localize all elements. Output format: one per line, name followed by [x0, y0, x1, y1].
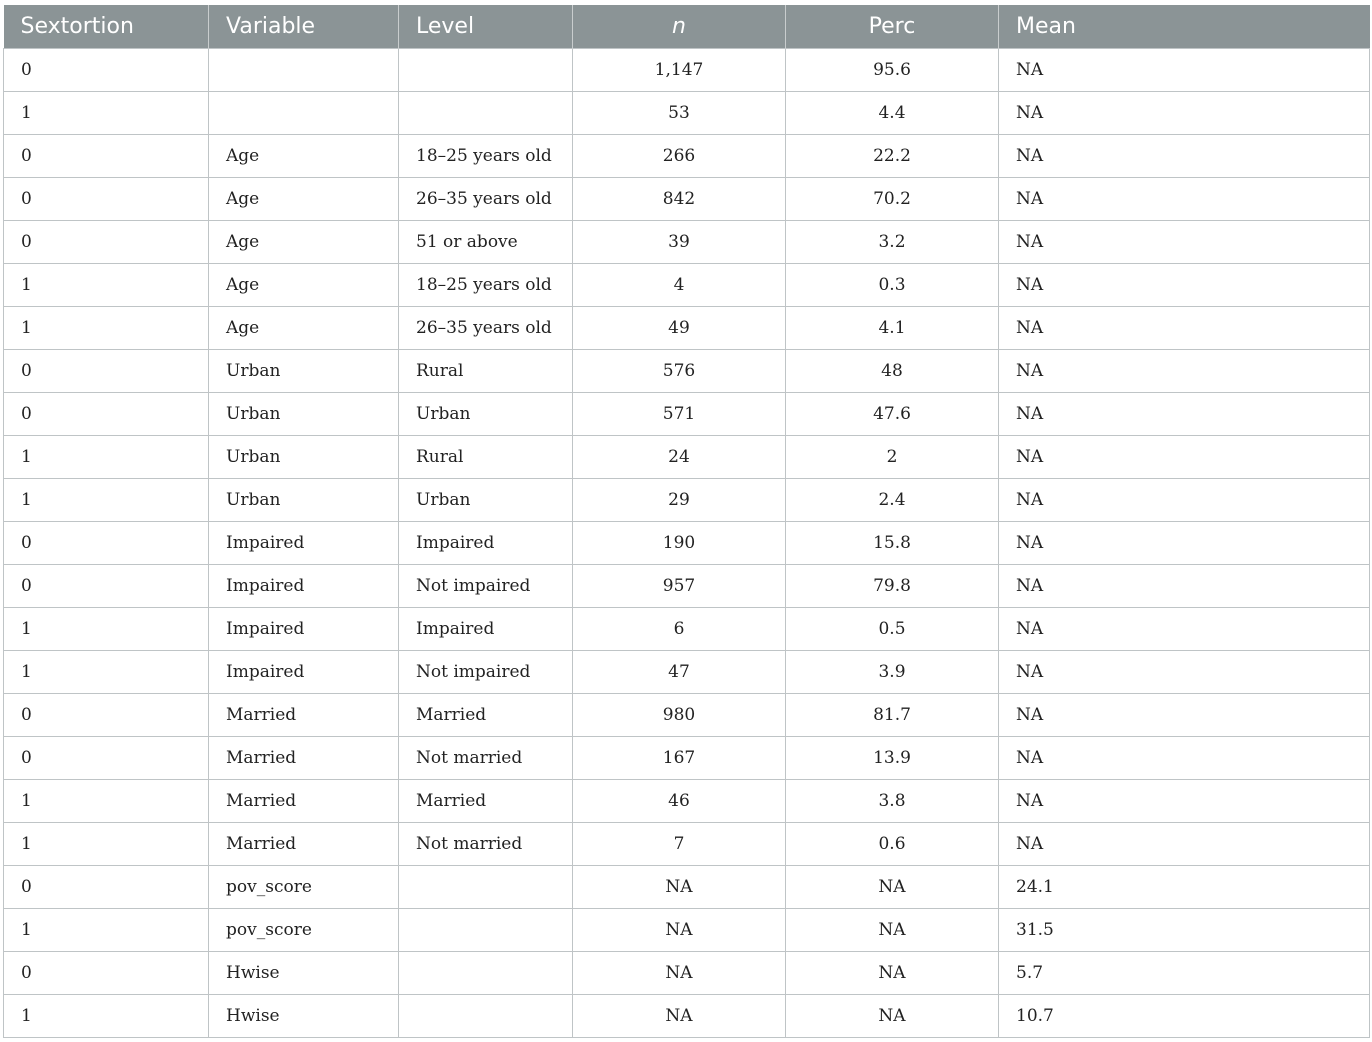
cell-level	[399, 994, 573, 1037]
cell-sextortion: 0	[4, 521, 209, 564]
cell-sextortion: 0	[4, 48, 209, 91]
cell-n: 980	[573, 693, 786, 736]
cell-perc: 95.6	[786, 48, 999, 91]
cell-level: Not impaired	[399, 564, 573, 607]
header-mean: Mean	[999, 5, 1370, 48]
cell-perc: 0.5	[786, 607, 999, 650]
cell-variable: Age	[209, 177, 399, 220]
cell-level: 18–25 years old	[399, 134, 573, 177]
cell-n: 29	[573, 478, 786, 521]
cell-sextortion: 0	[4, 392, 209, 435]
table-row	[4, 478, 1370, 521]
cell-mean: NA	[999, 177, 1370, 220]
cell-variable: Married	[209, 822, 399, 865]
cell-mean: NA	[999, 607, 1370, 650]
cell-variable: Age	[209, 263, 399, 306]
table-row	[4, 48, 1370, 91]
cell-level: Rural	[399, 435, 573, 478]
cell-variable: Urban	[209, 435, 399, 478]
cell-sextortion: 1	[4, 994, 209, 1037]
cell-perc: 0.3	[786, 263, 999, 306]
cell-level: Rural	[399, 349, 573, 392]
cell-variable: Age	[209, 306, 399, 349]
cell-n: 39	[573, 220, 786, 263]
cell-mean: NA	[999, 392, 1370, 435]
cell-mean: NA	[999, 306, 1370, 349]
table-row	[4, 91, 1370, 134]
cell-mean: NA	[999, 349, 1370, 392]
table-row	[4, 435, 1370, 478]
cell-perc: 3.2	[786, 220, 999, 263]
cell-variable	[209, 48, 399, 91]
cell-mean: NA	[999, 435, 1370, 478]
cell-level	[399, 908, 573, 951]
table-row	[4, 908, 1370, 951]
cell-mean: NA	[999, 693, 1370, 736]
table-row	[4, 822, 1370, 865]
cell-perc: 2	[786, 435, 999, 478]
cell-mean: NA	[999, 564, 1370, 607]
cell-variable: Impaired	[209, 564, 399, 607]
cell-perc: NA	[786, 994, 999, 1037]
cell-level: Urban	[399, 478, 573, 521]
cell-perc: NA	[786, 951, 999, 994]
table-row	[4, 779, 1370, 822]
header-row	[4, 5, 1370, 48]
cell-n: 46	[573, 779, 786, 822]
cell-mean: 5.7	[999, 951, 1370, 994]
table-row	[4, 951, 1370, 994]
cell-variable: Age	[209, 134, 399, 177]
cell-level	[399, 951, 573, 994]
cell-perc: 4.4	[786, 91, 999, 134]
table-row	[4, 865, 1370, 908]
cell-perc: 70.2	[786, 177, 999, 220]
cell-n: 576	[573, 349, 786, 392]
cell-n: 6	[573, 607, 786, 650]
cell-level: 26–35 years old	[399, 177, 573, 220]
cell-level: Married	[399, 693, 573, 736]
cell-n: 957	[573, 564, 786, 607]
cell-n: 4	[573, 263, 786, 306]
cell-sextortion: 0	[4, 177, 209, 220]
data-table	[3, 5, 1370, 1038]
cell-sextortion: 1	[4, 478, 209, 521]
cell-level: 26–35 years old	[399, 306, 573, 349]
cell-sextortion: 0	[4, 693, 209, 736]
table-row	[4, 263, 1370, 306]
cell-level	[399, 91, 573, 134]
cell-sextortion: 1	[4, 822, 209, 865]
header-sextortion: Sextortion	[4, 5, 209, 48]
cell-perc: 48	[786, 349, 999, 392]
cell-n: NA	[573, 951, 786, 994]
table-row	[4, 521, 1370, 564]
cell-mean: NA	[999, 779, 1370, 822]
cell-n: 190	[573, 521, 786, 564]
cell-sextortion: 0	[4, 349, 209, 392]
cell-n: NA	[573, 865, 786, 908]
cell-variable: Married	[209, 779, 399, 822]
cell-perc: 3.9	[786, 650, 999, 693]
table-row	[4, 564, 1370, 607]
cell-perc: 22.2	[786, 134, 999, 177]
cell-n: NA	[573, 908, 786, 951]
cell-n: 53	[573, 91, 786, 134]
cell-n: 571	[573, 392, 786, 435]
cell-level: Impaired	[399, 521, 573, 564]
cell-perc: 4.1	[786, 306, 999, 349]
cell-level: 18–25 years old	[399, 263, 573, 306]
table-row	[4, 736, 1370, 779]
cell-mean: NA	[999, 134, 1370, 177]
cell-mean: 10.7	[999, 994, 1370, 1037]
cell-level: Not married	[399, 736, 573, 779]
cell-perc: NA	[786, 865, 999, 908]
cell-level: Not impaired	[399, 650, 573, 693]
cell-perc: 13.9	[786, 736, 999, 779]
table-row	[4, 349, 1370, 392]
cell-mean: NA	[999, 521, 1370, 564]
header-level: Level	[399, 5, 573, 48]
cell-mean: NA	[999, 48, 1370, 91]
cell-level: Not married	[399, 822, 573, 865]
table-row	[4, 693, 1370, 736]
cell-perc: 15.8	[786, 521, 999, 564]
cell-level: Urban	[399, 392, 573, 435]
cell-n: 24	[573, 435, 786, 478]
cell-sextortion: 1	[4, 91, 209, 134]
cell-mean: NA	[999, 822, 1370, 865]
cell-variable: Impaired	[209, 607, 399, 650]
cell-sextortion: 0	[4, 865, 209, 908]
table-row	[4, 306, 1370, 349]
cell-variable: Married	[209, 693, 399, 736]
cell-mean: NA	[999, 91, 1370, 134]
cell-perc: NA	[786, 908, 999, 951]
cell-variable: pov_score	[209, 908, 399, 951]
cell-variable: Urban	[209, 478, 399, 521]
cell-mean: NA	[999, 650, 1370, 693]
header-n: n	[573, 5, 786, 48]
cell-sextortion: 0	[4, 564, 209, 607]
cell-perc: 3.8	[786, 779, 999, 822]
header-variable: Variable	[209, 5, 399, 48]
table-row	[4, 994, 1370, 1037]
table-body	[4, 48, 1370, 1037]
cell-variable: Hwise	[209, 951, 399, 994]
cell-mean: 24.1	[999, 865, 1370, 908]
cell-n: NA	[573, 994, 786, 1037]
cell-n: 266	[573, 134, 786, 177]
cell-n: 1,147	[573, 48, 786, 91]
cell-level: 51 or above	[399, 220, 573, 263]
cell-perc: 47.6	[786, 392, 999, 435]
cell-n: 842	[573, 177, 786, 220]
cell-perc: 81.7	[786, 693, 999, 736]
cell-sextortion: 0	[4, 220, 209, 263]
cell-sextortion: 0	[4, 736, 209, 779]
cell-sextortion: 1	[4, 435, 209, 478]
cell-mean: NA	[999, 478, 1370, 521]
cell-sextortion: 0	[4, 951, 209, 994]
cell-sextortion: 1	[4, 263, 209, 306]
table-row	[4, 220, 1370, 263]
cell-perc: 79.8	[786, 564, 999, 607]
cell-sextortion: 1	[4, 908, 209, 951]
cell-variable: Urban	[209, 392, 399, 435]
cell-n: 167	[573, 736, 786, 779]
table-row	[4, 650, 1370, 693]
table-row	[4, 607, 1370, 650]
table-row	[4, 392, 1370, 435]
cell-variable: Hwise	[209, 994, 399, 1037]
cell-n: 7	[573, 822, 786, 865]
header-perc: Perc	[786, 5, 999, 48]
cell-level: Impaired	[399, 607, 573, 650]
cell-variable: Impaired	[209, 521, 399, 564]
cell-level	[399, 865, 573, 908]
cell-n: 47	[573, 650, 786, 693]
cell-mean: 31.5	[999, 908, 1370, 951]
cell-variable: Impaired	[209, 650, 399, 693]
cell-sextortion: 1	[4, 779, 209, 822]
cell-level	[399, 48, 573, 91]
cell-mean: NA	[999, 736, 1370, 779]
table-row	[4, 177, 1370, 220]
cell-sextortion: 0	[4, 134, 209, 177]
cell-variable: pov_score	[209, 865, 399, 908]
cell-n: 49	[573, 306, 786, 349]
cell-perc: 2.4	[786, 478, 999, 521]
cell-sextortion: 1	[4, 607, 209, 650]
table-row	[4, 134, 1370, 177]
cell-level: Married	[399, 779, 573, 822]
cell-mean: NA	[999, 220, 1370, 263]
cell-variable: Married	[209, 736, 399, 779]
table-header	[4, 5, 1370, 48]
cell-variable: Urban	[209, 349, 399, 392]
cell-variable	[209, 91, 399, 134]
data-table-container	[3, 5, 1369, 1038]
cell-sextortion: 1	[4, 306, 209, 349]
cell-mean: NA	[999, 263, 1370, 306]
cell-perc: 0.6	[786, 822, 999, 865]
cell-variable: Age	[209, 220, 399, 263]
cell-sextortion: 1	[4, 650, 209, 693]
